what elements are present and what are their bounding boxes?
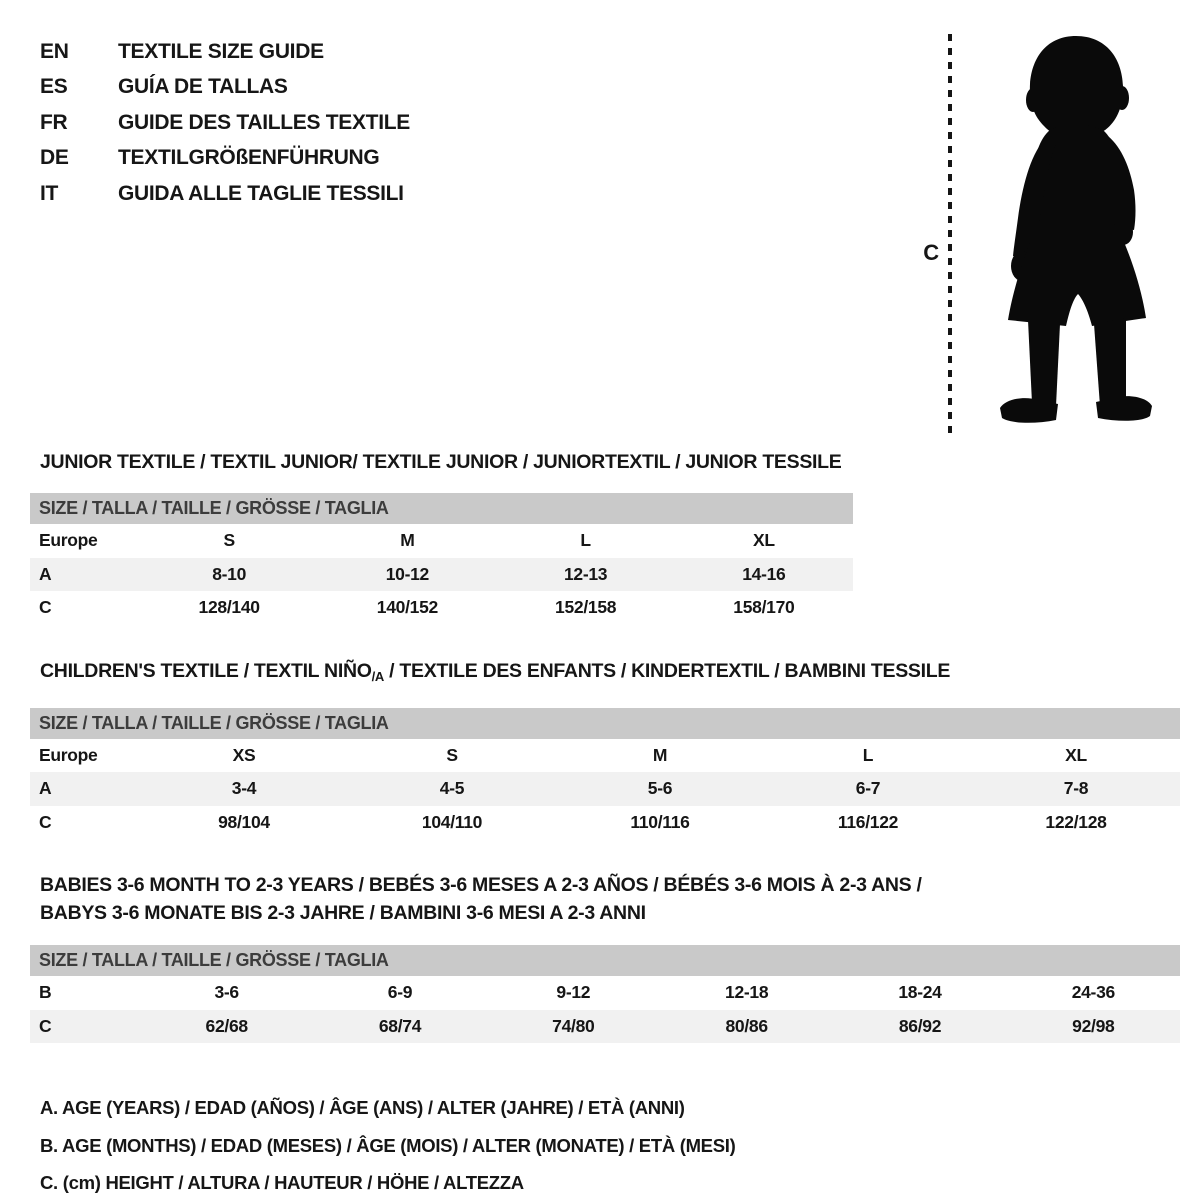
row-label: A xyxy=(39,778,52,799)
section-title-line xyxy=(40,448,1180,476)
table-row xyxy=(30,1010,1180,1044)
language-code: IT xyxy=(40,181,59,205)
table-cell: 12-13 xyxy=(563,563,608,584)
table-cell: 24-36 xyxy=(1071,982,1115,1003)
table-cell: 3-6 xyxy=(214,982,239,1003)
measure-c-label: C xyxy=(923,240,939,265)
size-table-wrap xyxy=(30,493,853,625)
table-cell: 110/116 xyxy=(630,811,690,832)
title-text: BABIES 3-6 MONTH TO 2-3 YEARS / BEBÉS 3-6 MESES A 2-3 AÑOS / BÉBÉS 3-6 MOIS À 2-3 ANS / xyxy=(40,874,922,896)
section-title xyxy=(40,448,1180,476)
table-cell: 122/128 xyxy=(1045,811,1107,832)
title-text: JUNIOR TEXTILE / TEXTIL JUNIOR/ TEXTILE JUNIOR / JUNIORTEXTIL / JUNIOR TESSILE xyxy=(40,451,842,473)
table-cell: 68/74 xyxy=(378,1015,422,1036)
size-header-bar: SIZE / TALLA / TAILLE / GRÖSSE / TAGLIA xyxy=(30,708,1180,739)
size-table xyxy=(30,739,1180,840)
language-label: GUIDE DES TAILLES TEXTILE xyxy=(118,110,410,134)
size-section xyxy=(30,871,1180,1043)
language-label: TEXTILGRÖßENFÜHRUNG xyxy=(118,146,380,170)
section-title xyxy=(40,871,1180,927)
legend-line: C. (cm) HEIGHT / ALTURA / HAUTEUR / HÖHE / ALTEZZA xyxy=(40,1172,524,1193)
size-section xyxy=(30,448,1180,625)
table-cell: M xyxy=(400,530,415,551)
size-header-bar: SIZE / TALLA / TAILLE / GRÖSSE / TAGLIA xyxy=(30,945,1180,976)
table-cell: 80/86 xyxy=(725,1015,768,1036)
table-cell: 62/68 xyxy=(205,1015,248,1036)
table-cell: 6-7 xyxy=(855,778,881,799)
table-cell: 12-18 xyxy=(725,982,769,1003)
table-cell: 140/152 xyxy=(376,597,438,618)
measurement-figure xyxy=(918,34,1180,440)
table-cell: 14-16 xyxy=(742,563,786,584)
size-section xyxy=(30,657,1180,840)
size-table-wrap xyxy=(30,945,1180,1043)
height-measure-dashed-line xyxy=(948,34,952,434)
table-cell: 8-10 xyxy=(212,563,247,584)
section-title-line xyxy=(40,899,1180,927)
section-title xyxy=(40,657,1180,691)
row-label: Europe xyxy=(39,744,98,765)
table-cell: 5-6 xyxy=(647,778,673,799)
table-cell: 3-4 xyxy=(231,778,257,799)
table-row xyxy=(30,772,1180,806)
language-label: TEXTILE SIZE GUIDE xyxy=(118,40,324,63)
table-cell: 9-12 xyxy=(556,982,591,1003)
table-cell: 152/158 xyxy=(555,597,617,618)
row-label: C xyxy=(39,811,52,832)
table-cell: L xyxy=(580,530,591,551)
subscript-text: /A xyxy=(371,668,385,684)
size-header-bar: SIZE / TALLA / TAILLE / GRÖSSE / TAGLIA xyxy=(30,493,853,524)
language-code: ES xyxy=(40,75,68,99)
table-row xyxy=(30,524,853,558)
title-text: / TEXTILE DES ENFANTS / KINDERTEXTIL / BAMBINI TESSILE xyxy=(384,659,951,682)
title-text: CHILDREN'S TEXTILE / TEXTIL NIÑO xyxy=(40,659,372,682)
language-code: EN xyxy=(40,40,69,63)
table-cell: XL xyxy=(752,530,775,551)
row-label: C xyxy=(39,597,52,618)
legend-line: A. AGE (YEARS) / EDAD (AÑOS) / ÂGE (ANS) / ALTER (JAHRE) / ETÀ (ANNI) xyxy=(40,1097,685,1118)
table-cell: 86/92 xyxy=(898,1015,942,1036)
language-code: FR xyxy=(40,110,68,134)
legend-line: B. AGE (MONTHS) / EDAD (MESES) / ÂGE (MOIS) / ALTER (MONATE) / ETÀ (MESI) xyxy=(40,1134,736,1156)
table-cell: 116/122 xyxy=(837,811,899,832)
size-table xyxy=(30,524,853,625)
table-cell: 10-12 xyxy=(385,563,429,584)
row-label: Europe xyxy=(39,530,98,551)
table-cell: 128/140 xyxy=(198,597,260,618)
table-cell: 18-24 xyxy=(898,982,942,1003)
table-row xyxy=(30,806,1180,840)
table-cell: XS xyxy=(232,744,256,765)
language-code: DE xyxy=(40,146,69,170)
table-cell: XL xyxy=(1065,744,1087,765)
table-cell: 158/170 xyxy=(733,597,795,618)
row-label: B xyxy=(39,982,52,1003)
language-label: GUIDA ALLE TAGLIE TESSILI xyxy=(118,181,404,205)
table-cell: L xyxy=(862,744,874,765)
section-title-line xyxy=(40,871,1180,899)
title-text: BABYS 3-6 MONATE BIS 2-3 JAHRE / BAMBINI 3-6 MESI A 2-3 ANNI xyxy=(40,902,646,924)
row-label: A xyxy=(39,563,52,584)
page-header xyxy=(30,34,1180,442)
row-label: C xyxy=(39,1015,52,1036)
table-cell: 4-5 xyxy=(439,778,465,799)
table-cell: S xyxy=(223,530,235,551)
size-table xyxy=(30,976,1180,1043)
table-cell: 104/110 xyxy=(421,811,483,832)
table-cell: 98/104 xyxy=(218,811,270,832)
table-cell: S xyxy=(446,744,458,765)
size-table-wrap xyxy=(30,708,1180,840)
legend xyxy=(40,1089,1200,1202)
table-row xyxy=(30,558,853,592)
language-label: GUÍA DE TALLAS xyxy=(118,75,288,99)
section-title-line xyxy=(40,657,1180,691)
table-cell: 92/98 xyxy=(1072,1015,1115,1036)
table-cell: 74/80 xyxy=(552,1015,595,1036)
table-row xyxy=(30,591,853,625)
table-row xyxy=(30,739,1180,773)
toddler-silhouette-icon xyxy=(976,28,1176,440)
table-cell: 6-9 xyxy=(387,982,413,1003)
table-row xyxy=(30,976,1180,1010)
table-cell: M xyxy=(652,744,668,765)
table-cell: 7-8 xyxy=(1063,778,1089,799)
